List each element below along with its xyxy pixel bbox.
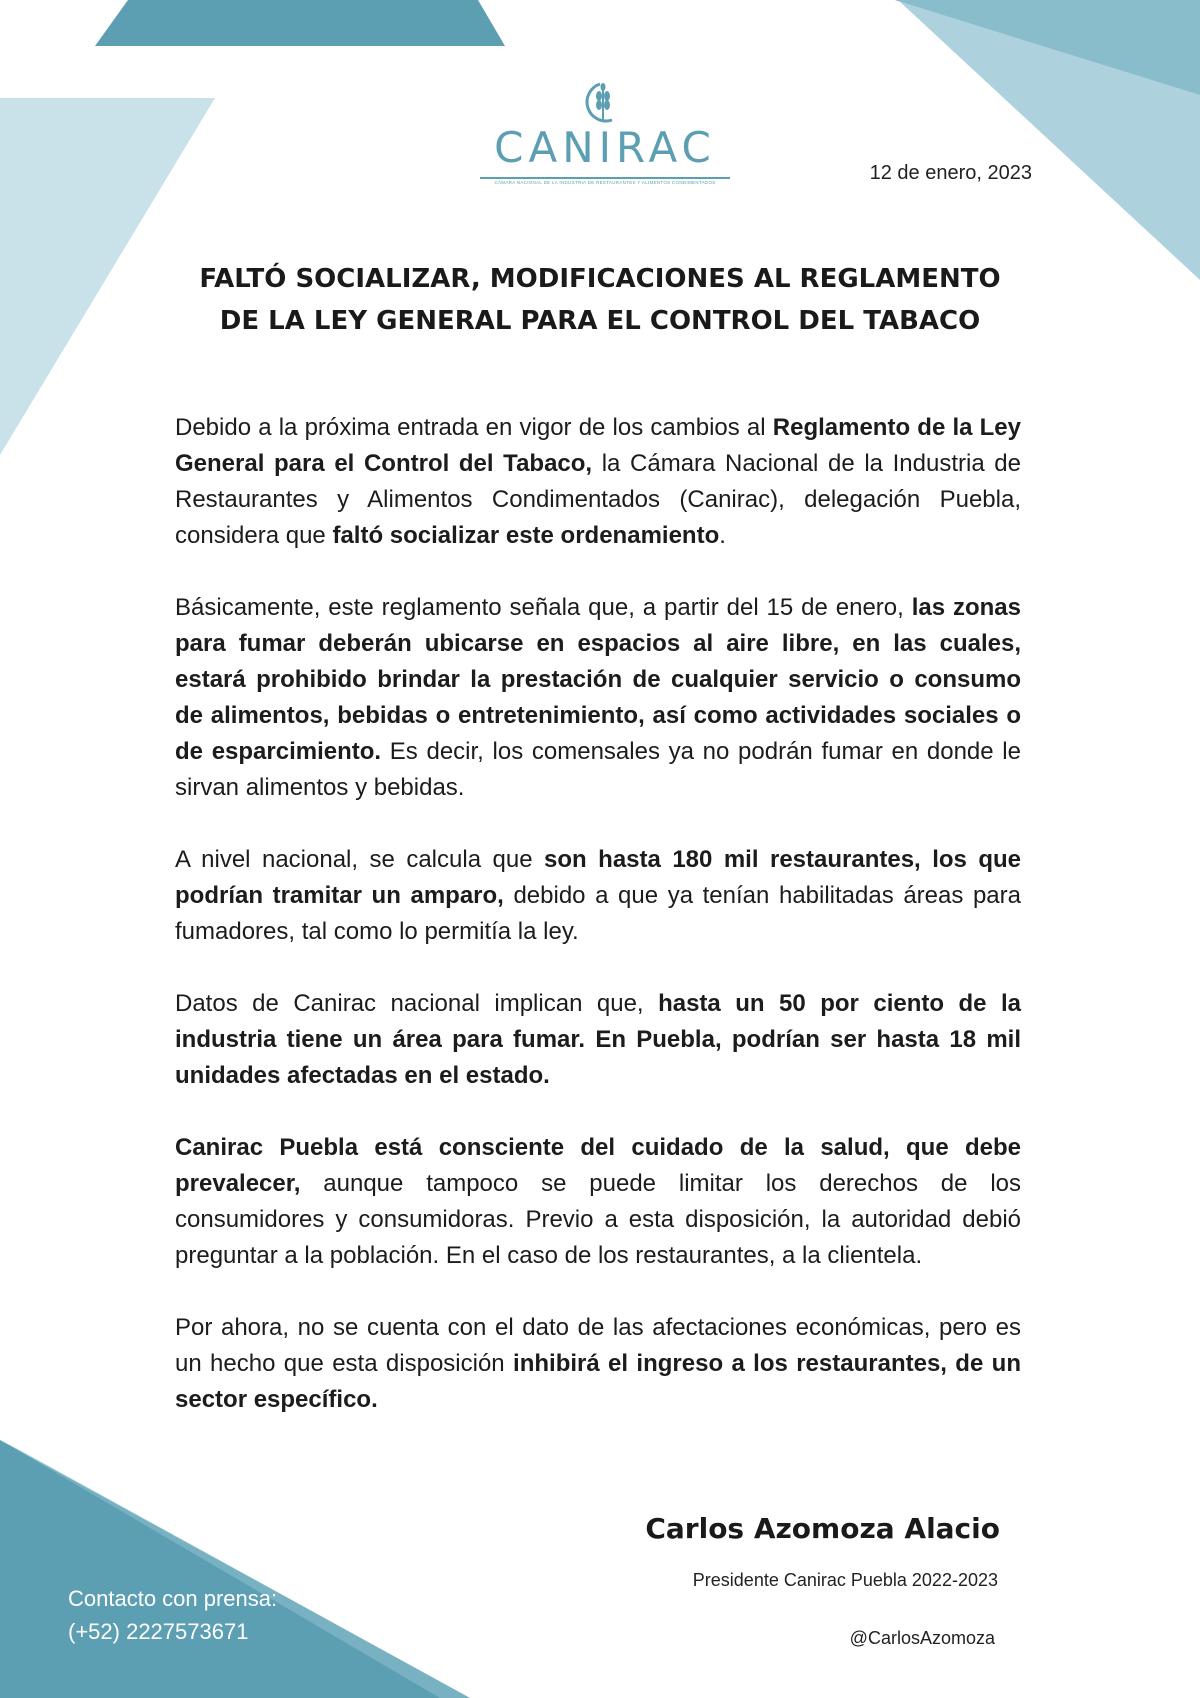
text-span: Por ahora, no se cuenta con el dato de las afectaciones económicas, pero es un hecho que esta disposición (175, 1314, 1021, 1377)
paragraph-3 (175, 842, 1021, 950)
text-span: Es decir, los comensales ya no podrán fumar en donde le sirvan alimentos y bebidas. (175, 738, 1021, 801)
text-span: Básicamente, este reglamento señala que, a partir del 15 de enero, (175, 594, 912, 621)
wheat-emblem-icon (578, 78, 628, 126)
top-right-light-triangle (898, 0, 1200, 280)
text-span: Debido a la próxima entrada en vigor de los cambios al (175, 414, 773, 441)
text-span: Datos de Canirac nacional implican que, (175, 990, 659, 1017)
paragraph-5 (175, 1130, 1021, 1274)
press-contact (68, 1582, 277, 1648)
canirac-logo (478, 78, 732, 188)
bold-span: Canirac Puebla está consciente del cuidado de la salud, que debe prevalecer, (175, 1134, 1021, 1197)
paragraph-6 (175, 1310, 1021, 1418)
headline (150, 258, 1050, 342)
bold-span: las zonas para fumar deberán ubicarse en espacios al aire libre, en las cuales, estará prohibido brindar la prestación de cualquier servicio o consumo de alimentos, bebidas o entretenimiento, así como actividades sociales o de esparcimiento. (175, 594, 1022, 765)
bold-span: inhibirá el ingreso a los restaurantes, de un sector específico. (175, 1350, 1021, 1413)
logo-wordmark: CANIRAC (494, 123, 716, 172)
text-span: la Cámara Nacional de la Industria de Restaurantes y Alimentos Condimentados (Canirac), delegación Puebla, considera que (175, 450, 1021, 549)
paragraph-1 (175, 410, 1021, 554)
paragraph-4 (175, 986, 1021, 1094)
bold-span: Reglamento de la Ley General para el Control del Tabaco, (175, 414, 1021, 477)
text-span: A nivel nacional, se calcula que (175, 846, 545, 873)
bold-span: hasta un 50 por ciento de la industria tiene un área para fumar. En Puebla, podrían ser hasta 18 mil unidades afectadas en el estado. (175, 990, 1021, 1089)
signature-role: Presidente Canirac Puebla 2022-2023 (692, 1570, 998, 1590)
press-contact-phone: (+52) 2227573671 (68, 1619, 249, 1644)
logo-subtitle: CÁMARA NACIONAL DE LA INDUSTRIA DE RESTAURANTES Y ALIMENTOS CONDIMENTADOS (494, 180, 716, 185)
text-span: . (719, 522, 726, 549)
bold-span: son hasta 180 mil restaurantes, los que podrían tramitar un amparo, (175, 846, 1022, 909)
signature-name: Carlos Azomoza Alacio (645, 1512, 1000, 1545)
press-release-body (175, 410, 1021, 1454)
headline-line-2: DE LA LEY GENERAL PARA EL CONTROL DEL TABACO (219, 306, 981, 336)
paragraph-2 (175, 590, 1021, 806)
text-span: aunque tampoco se puede limitar los derechos de los consumidores y consumidoras. Previo a esta disposición, la autoridad debió preguntar a la población. En el caso de los restaurantes, a la clientela. (175, 1170, 1021, 1269)
top-left-banner-shape (95, 0, 505, 46)
release-date: 12 de enero, 2023 (869, 162, 1032, 184)
bold-span: faltó socializar este ordenamiento (332, 522, 720, 549)
headline-line-1: FALTÓ SOCIALIZAR, MODIFICACIONES AL REGLAMENTO (199, 264, 1001, 294)
social-handle: @CarlosAzomoza (849, 1628, 995, 1648)
text-span: debido a que ya tenían habilitadas áreas para fumadores, tal como lo permitía la ley. (175, 882, 1021, 945)
press-contact-label: Contacto con prensa: (68, 1586, 278, 1611)
logo-underline (480, 177, 730, 179)
